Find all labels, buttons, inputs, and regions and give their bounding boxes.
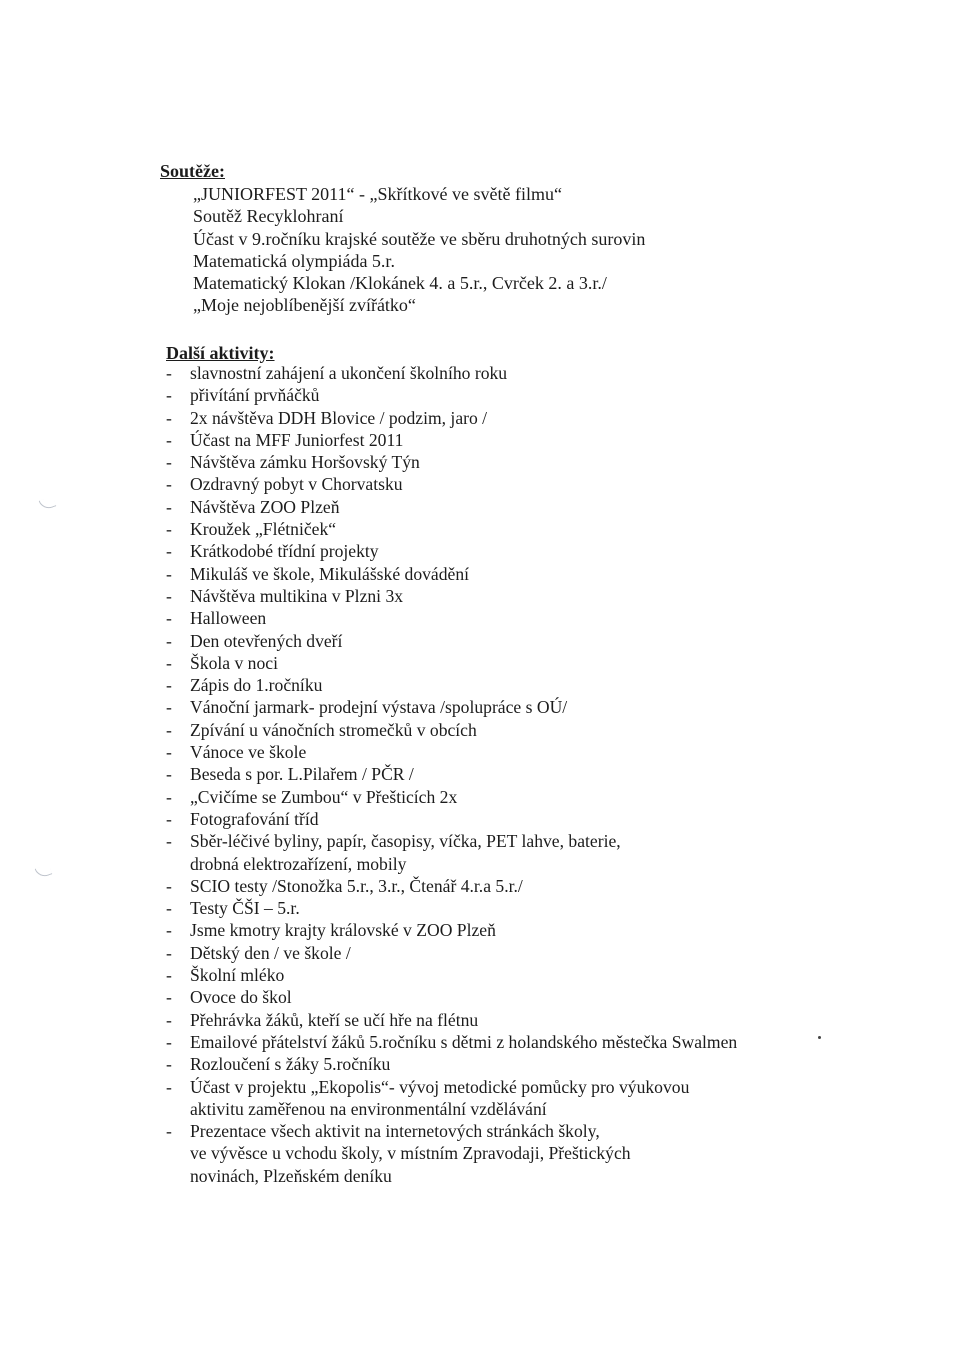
dalsi-aktivity-heading: Další aktivity: (166, 343, 275, 363)
list-dash: - (166, 987, 172, 1008)
activity-item (166, 1009, 806, 1031)
list-dash: - (166, 764, 172, 785)
activity-item (166, 563, 806, 585)
activity-item (166, 808, 806, 830)
list-dash: - (166, 1031, 172, 1052)
souteze-heading: Soutěže: (160, 161, 225, 181)
list-dash: - (166, 965, 172, 986)
activity-item (166, 451, 806, 473)
list-dash: - (166, 452, 172, 473)
list-dash: - (166, 585, 172, 606)
activity-item (166, 830, 806, 875)
activity-text: slavnostní zahájení a ukončení školního roku (190, 363, 508, 383)
activity-text: SCIO testy /Stonožka 5.r., 3.r., Čtenář 4.r.a 5.r./ (190, 875, 523, 896)
activity-item (166, 585, 806, 607)
activity-text: Kroužek „Flétniček“ (190, 519, 337, 540)
list-dash: - (166, 474, 172, 495)
activity-text: Mikuláš ve škole, Mikulášské dovádění (190, 563, 470, 584)
activity-item (166, 473, 806, 495)
activity-text: Návštěva multikina v Plzni 3x (190, 585, 404, 606)
activity-text: Beseda s por. L.Pilařem / PČR / (190, 764, 414, 785)
souteze-list (193, 183, 645, 317)
activity-text: 2x návštěva DDH Blovice / podzim, jaro / (190, 407, 488, 428)
activity-item (166, 362, 806, 384)
activity-text: Vánoce ve škole (190, 742, 307, 763)
activity-item (166, 1076, 806, 1121)
list-dash: - (166, 652, 172, 673)
activity-text: Ovoce do škol (190, 987, 292, 1008)
activity-item (166, 1031, 806, 1053)
souteze-item: „JUNIORFEST 2011“ - „Skřítkové ve světě filmu“ (193, 184, 562, 204)
activity-item (166, 540, 806, 562)
list-dash: - (166, 697, 172, 718)
activity-text: Vánoční jarmark- prodejní výstava /spolupráce s OÚ/ (190, 697, 568, 718)
scan-mark (39, 496, 57, 511)
list-dash: - (166, 608, 172, 629)
activity-text: Zpívání u vánočních stromečků v obcích (190, 719, 477, 740)
souteze-item: Účast v 9.ročníku krajské soutěže ve sběru druhotných surovin (193, 228, 646, 249)
activity-text-continuation: aktivitu zaměřenou na environmentální vzdělávání (190, 1098, 547, 1119)
list-dash: - (166, 675, 172, 696)
souteze-item: „Moje nejoblíbenější zvířátko“ (193, 295, 416, 316)
souteze-item: Matematický Klokan /Klokánek 4. a 5.r., Cvrček 2. a 3.r./ (193, 273, 607, 294)
activity-item (166, 630, 806, 652)
activity-item (166, 786, 806, 808)
activity-text: Návštěva zámku Horšovský Týn (190, 452, 420, 473)
activity-item (166, 942, 806, 964)
activity-item (166, 674, 806, 696)
scan-mark (35, 864, 53, 879)
list-dash: - (166, 898, 172, 919)
activity-item (166, 429, 806, 451)
activity-text: Emailové přátelství žáků 5.ročníku s dětmi z holandského městečka Swalmen (190, 1031, 738, 1052)
activity-text: Sběr-léčivé byliny, papír, časopisy, víčka, PET lahve, baterie, (190, 831, 621, 852)
activity-text: Krátkodobé třídní projekty (190, 541, 379, 562)
list-dash: - (166, 786, 172, 807)
activity-item (166, 719, 806, 741)
list-dash: - (166, 363, 172, 383)
activity-item (166, 741, 806, 763)
list-dash: - (166, 1076, 172, 1097)
activity-text: Dětský den / ve škole / (190, 942, 351, 963)
activity-item (166, 607, 806, 629)
list-dash: - (166, 742, 172, 763)
activity-item (166, 875, 806, 897)
activity-text: Školní mléko (190, 965, 285, 986)
list-dash: - (166, 942, 172, 963)
list-dash: - (166, 808, 172, 829)
list-dash: - (166, 831, 172, 852)
list-dash: - (166, 630, 172, 651)
list-dash: - (166, 407, 172, 428)
activity-text: Přehrávka žáků, kteří se učí hře na flétnu (190, 1009, 479, 1030)
activity-text-continuation: novinách, Plzeňském deníku (190, 1165, 392, 1186)
activity-text: Prezentace všech aktivit na internetových stránkách školy, (190, 1121, 600, 1142)
activity-list (166, 362, 806, 1187)
activity-text: Účast v projektu „Ekopolis“- vývoj metodické pomůcky pro výukovou (190, 1076, 690, 1097)
list-dash: - (166, 496, 172, 517)
activity-text: Jsme kmotry krajty královské v ZOO Plzeň (190, 920, 496, 941)
activity-text: Účast na MFF Juniorfest 2011 (190, 429, 404, 450)
activity-text: přivítání prvňáčků (190, 385, 320, 406)
scan-dot (818, 1036, 821, 1039)
activity-item (166, 919, 806, 941)
activity-text: Halloween (190, 608, 267, 629)
list-dash: - (166, 875, 172, 896)
activity-text: Zápis do 1.ročníku (190, 675, 323, 696)
activity-item (166, 897, 806, 919)
list-dash: - (166, 1121, 172, 1142)
list-dash: - (166, 429, 172, 450)
activity-text: Ozdravný pobyt v Chorvatsku (190, 474, 403, 495)
list-dash: - (166, 563, 172, 584)
list-dash: - (166, 519, 172, 540)
activity-text: Fotografování tříd (190, 808, 319, 829)
activity-item (166, 1120, 806, 1187)
activity-item (166, 763, 806, 785)
activity-text: Den otevřených dveří (190, 630, 343, 651)
activity-item (166, 696, 806, 718)
activity-item (166, 964, 806, 986)
souteze-item: Matematická olympiáda 5.r. (193, 250, 395, 271)
activity-text: Rozloučení s žáky 5.ročníku (190, 1054, 391, 1075)
activity-text: Návštěva ZOO Plzeň (190, 496, 340, 517)
activity-text-continuation: drobná elektrozařízení, mobily (190, 853, 407, 874)
list-dash: - (166, 541, 172, 562)
list-dash: - (166, 920, 172, 941)
activity-text: Testy ČŠI – 5.r. (190, 898, 300, 919)
list-dash: - (166, 1009, 172, 1030)
list-dash: - (166, 385, 172, 406)
activity-item (166, 652, 806, 674)
activity-item (166, 407, 806, 429)
activity-item (166, 1053, 806, 1075)
activity-item (166, 384, 806, 406)
activity-item (166, 518, 806, 540)
souteze-item: Soutěž Recyklohraní (193, 206, 344, 227)
activity-text: Škola v noci (190, 652, 278, 673)
list-dash: - (166, 1054, 172, 1075)
list-dash: - (166, 719, 172, 740)
activity-item (166, 496, 806, 518)
activity-item (166, 986, 806, 1008)
activity-text: „Cvičíme se Zumbou“ v Přešticích 2x (190, 786, 458, 807)
activity-text-continuation: ve vývěsce u vchodu školy, v místním Zpravodaji, Přeštických (190, 1143, 631, 1164)
